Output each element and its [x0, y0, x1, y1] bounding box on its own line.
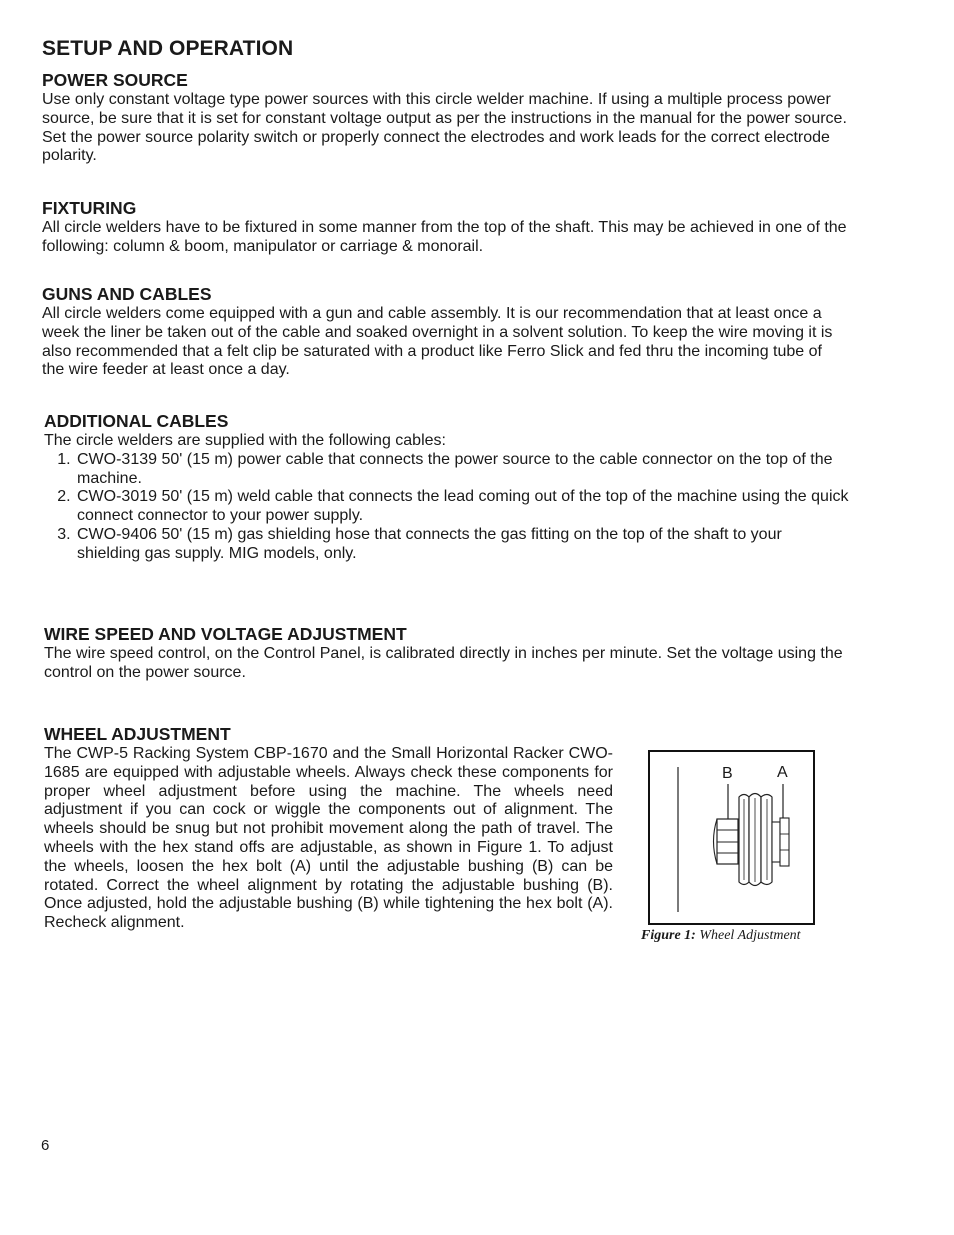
heading-wire-speed: WIRE SPEED AND VOLTAGE ADJUSTMENT [44, 624, 407, 644]
heading-fixturing: FIXTURING [42, 198, 137, 218]
body-guns-and-cables: All circle welders come equipped with a gun and cable assembly. It is our recommendation that at least once a week the liner be taken out of the cable and soaked overnight in a solvent solution. To keep the wire moving it is also recommended that a felt clip be saturated with a product like Ferro Slick and fed thru the incoming tube of the wire feeder at least once a day. [42, 305, 833, 379]
figure-label-a: A [777, 764, 788, 781]
body-wheel-adjustment: The CWP-5 Racking System CBP-1670 and the Small Horizontal Racker CWO-1685 are equipped with adjustable wheels. Always check these components for proper wheel adjustment before using the machine. The wheels need adjustment if you can cock or wiggle the components out of alignment. The wheels should be snug but not prohibit movement along the path of travel. The wheels with the hex stand offs are adjustable, as shown in Figure 1. To adjust the wheels, loosen the hex bolt (A) until the adjustable bushing (B) can be rotated. Correct the wheel alignment by rotating the adjustable bushing (B). Once adjusted, hold the adjustable bushing (B) while tightening the hex bolt (A). Recheck alignment. [44, 745, 613, 932]
section-power-source [42, 70, 847, 166]
intro-additional-cables: The circle welders are supplied with the following cables: [44, 432, 446, 449]
list-item: 1. CWO-3139 50' (15 m) power cable that connects the power source to the cable connector on the top of the machine. [75, 451, 849, 489]
heading-additional-cables: ADDITIONAL CABLES [44, 411, 229, 431]
section-wire-speed [44, 624, 849, 683]
figure-caption-prefix: Figure 1: [641, 928, 696, 943]
heading-guns-and-cables: GUNS AND CABLES [42, 284, 212, 304]
body-power-source: Use only constant voltage type power sources with this circle welder machine. If using a multiple process power source, be sure that it is set for constant voltage output as per the instructions in the manual for the power source. Set the power source polarity switch or properly connect the electrodes and work leads for the correct electrode polarity. [42, 91, 847, 165]
list-item: 3. CWO-9406 50' (15 m) gas shielding hose that connects the gas fitting on the top of the shaft to your shielding gas supply. MIG models, only. [75, 526, 849, 564]
section-fixturing [42, 198, 847, 257]
section-additional-cables [44, 411, 849, 564]
heading-power-source: POWER SOURCE [42, 70, 188, 90]
figure-label-b: B [722, 765, 733, 782]
body-fixturing: All circle welders have to be fixtured in some manner from the top of the shaft. This may be achieved in one of the following: column & boom, manipulator or carriage & monorail. [42, 219, 847, 255]
page-title: SETUP AND OPERATION [42, 37, 294, 60]
cable-list [44, 451, 849, 564]
section-guns-and-cables [42, 284, 847, 380]
heading-wheel-adjustment: WHEEL ADJUSTMENT [44, 724, 231, 744]
figure-caption-text: Wheel Adjustment [699, 928, 801, 943]
list-item: 2. CWO-3019 50' (15 m) weld cable that connects the lead coming out of the top of the machine using the quick connect connector to your power supply. [75, 488, 849, 526]
body-wire-speed: The wire speed control, on the Control Panel, is calibrated directly in inches per minute. Set the voltage using the control on the power source. [44, 645, 843, 681]
figure-caption [641, 928, 801, 944]
page-number: 6 [41, 1137, 50, 1154]
